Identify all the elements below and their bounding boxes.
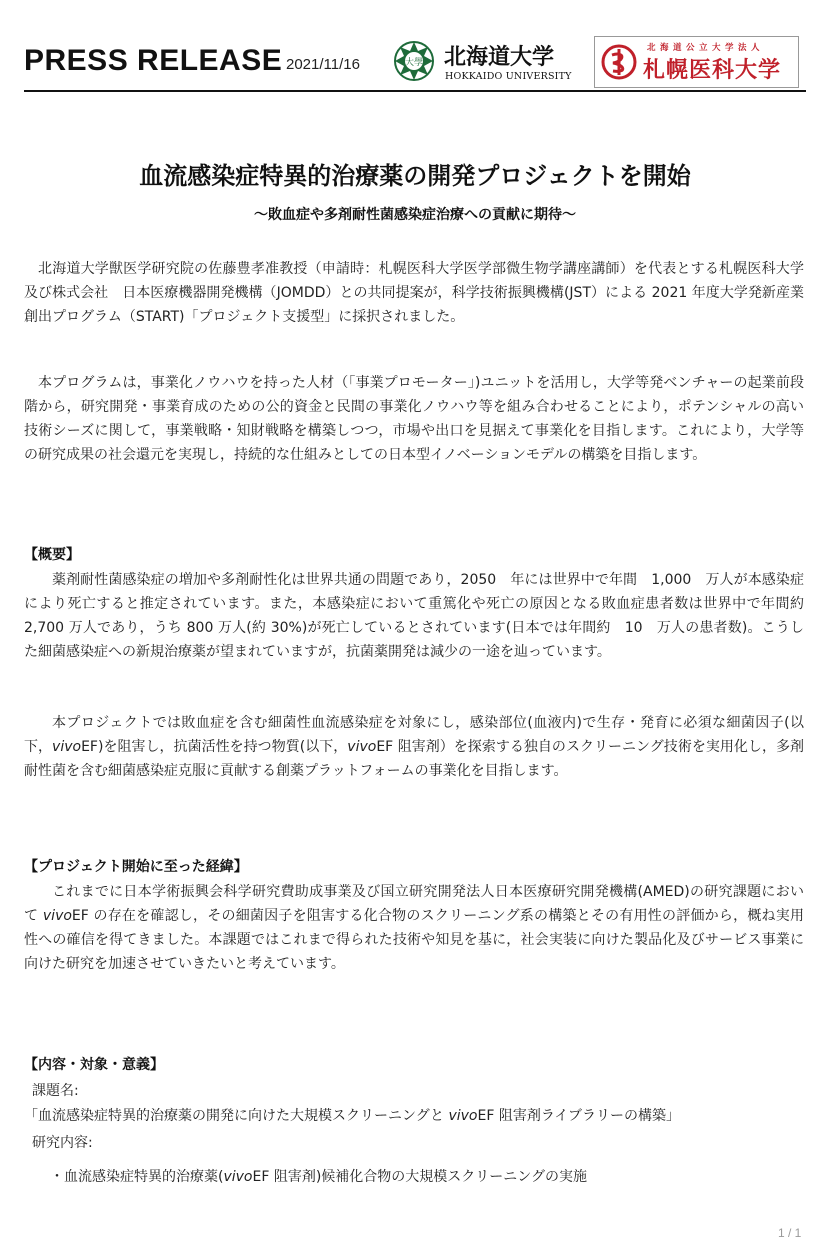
vivo-italic: vivo: [347, 739, 377, 755]
intro-paragraph-1: 北海道大学獣医学研究院の佐藤豊孝准教授（申請時：札幌医科大学医学部微生物学講座講師）を代表とする札幌医科大学及び株式会社 日本医療機器開発機構（JOMDD）との共同提案が，科学技術振興機構(JST）による 2021 年度大学発新産業創出プログラム（START)「プロジェクト支援型」に採択されました。: [24, 261, 804, 325]
header-rule: [24, 90, 806, 92]
vivo-italic: vivo: [42, 908, 72, 924]
sapporo-medical-emblem-icon: [601, 43, 637, 81]
page-number: 1 / 1: [778, 1226, 802, 1240]
document-subtitle: ～敗血症や多剤耐性菌感染症治療への貢献に期待～: [254, 207, 576, 223]
research-bullet: ・血流感染症特異的治療薬(vivoEF 阻害剤)候補化合物の大規模スクリーニングの実施: [50, 1169, 588, 1185]
hokkaido-university-name: 北海道大学: [444, 44, 555, 70]
hokkaido-university-emblem-icon: [392, 39, 436, 83]
overview-paragraph-2: 本プロジェクトでは敗血症を含む細菌性血流感染症を対象にし，感染部位(血液内)で生存・発育に必須な細菌因子(以下，vivoEF)を阻害し，抗菌活性を持つ物質(以下，vivoEF 阻害剤）を探索する独自のスクリーニング技術を実用化し，多剤耐性菌を含む細菌感染症克服に貢献する創薬プラットフォームの事業化を目指します。: [24, 715, 804, 779]
press-release-label: PRESS RELEASE: [24, 44, 283, 77]
vivo-italic: vivo: [223, 1169, 253, 1185]
hokkaido-university-name-en: HOKKAIDO UNIVERSITY: [445, 71, 572, 82]
vivo-italic: vivo: [448, 1108, 478, 1124]
sapporo-medical-corp-label: 北海道公立大学法人: [647, 43, 765, 53]
vivo-italic: vivo: [52, 739, 82, 755]
document-title: 血流感染症特異的治療薬の開発プロジェクトを開始: [139, 162, 691, 190]
research-label: 研究内容:: [32, 1135, 93, 1151]
overview-paragraph-1: 薬剤耐性菌感染症の増加や多剤耐性化は世界共通の問題であり，2050 年には世界中で年間 1,000 万人が本感染症により死亡すると推定されています。また，本感染症において重篤化や死亡の原因となる敗血症患者数は世界中で年間約 2,700 万人であり，うち 800 万人(約 30%)が死亡しているとされています(日本では年間約 10 万人の患者数)。こうした細菌感染症への新規治療薬が望まれていますが，抗菌薬開発は減少の一途を辿っています。: [24, 572, 804, 660]
press-release-header: [24, 36, 804, 92]
sapporo-medical-name: 札幌医科大学: [643, 58, 782, 83]
theme-title: 「血流感染症特異的治療薬の開発に向けた大規模スクリーニングと vivoEF 阻害剤ライブラリーの構築」: [24, 1108, 680, 1124]
overview-heading: 【概要】: [24, 547, 80, 563]
hu-emblem-text: 大學: [404, 58, 424, 68]
sapporo-medical-university-logo: [594, 36, 799, 88]
content-heading: 【内容・対象・意義】: [24, 1057, 164, 1073]
theme-label: 課題名:: [32, 1083, 79, 1099]
background-paragraph: これまでに日本学術振興会科学研究費助成事業及び国立研究開発法人日本医療研究開発機構(AMED)の研究課題において vivoEF の存在を確認し，その細菌因子を阻害する化合物のスクリーニング系の構築とその有用性の評価から，概ね実用性への確信を得てきました。本課題ではこれまで得られた技術や知見を基に，社会実装に向けた製品化及びサービス事業に向けた研究を加速させていきたいと考えています。: [24, 884, 804, 972]
intro-paragraph-2: 本プログラムは，事業化ノウハウを持った人材（「事業プロモーター」)ユニットを活用し，大学等発ベンチャーの起業前段階から，研究開発・事業育成のための公的資金と民間の事業化ノウハウ等を組み合わせることにより，ポテンシャルの高い技術シーズに関して，事業戦略・知財戦略を構築しつつ，市場や出口を見据えて事業化を目指します。これにより，大学等の研究成果の社会還元を実現し，持続的な仕組みとしての日本型イノベーションモデルの構築を目指します。: [24, 375, 804, 463]
background-heading: 【プロジェクト開始に至った経緯】: [24, 859, 248, 875]
release-date: 2021/11/16: [286, 56, 360, 73]
